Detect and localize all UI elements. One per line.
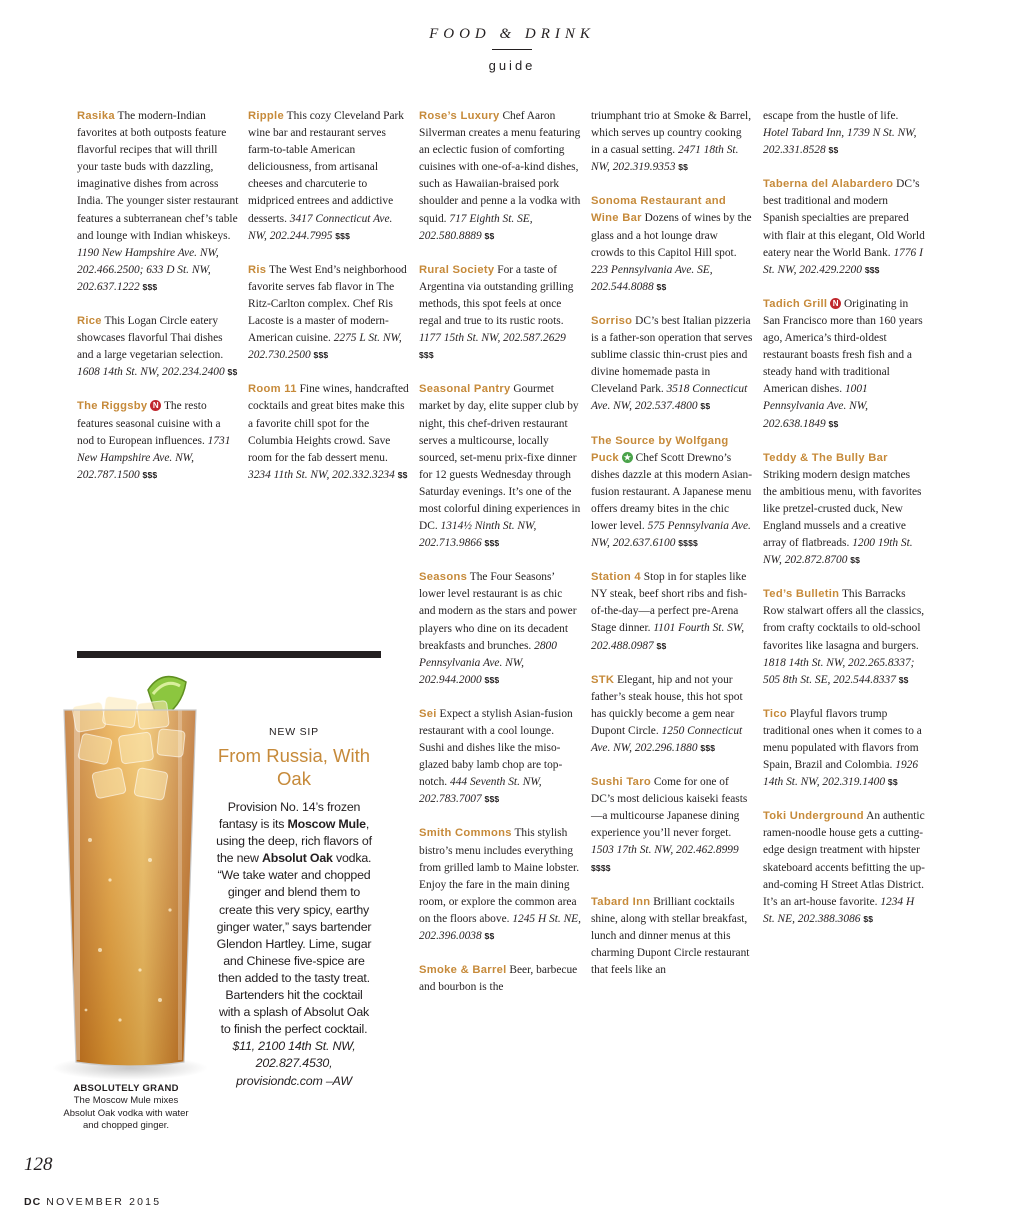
restaurant-description: Gourmet market by day, elite supper club by night, this chef-driven restaurant serves a multicourse, locally sourced, set-menu prix-fixe dinner for 12 guests Wednesday through Saturday evenings. It’s one of the most colorful dining experiences in DC. [419,383,581,533]
restaurant-description: Chef Scott Drewno’s dishes dazzle at this modern Asian-fusion restaurant. A Japanese menu offers dreamy bites in the chic lower level. [591,451,753,532]
price-rating: $$$ [484,538,500,549]
price-rating: $$$$ [678,538,698,549]
section-title: FOOD & DRINK [429,26,595,42]
restaurant-name: Tabard Inn [591,895,651,908]
price-rating: $$$ [700,743,716,753]
restaurant-listing [763,586,925,689]
restaurant-name: Seasons [419,571,468,584]
restaurant-address: 1608 14th St. NW, 202.234.2400 [77,366,225,379]
section-header [0,26,1024,73]
restaurant-listing [591,672,753,757]
restaurant-address: 223 Pennsylvania Ave. SE, 202.544.8088 [591,263,713,293]
restaurant-listing [591,193,753,296]
restaurant-listing [419,569,581,689]
restaurant-listing [77,398,239,483]
restaurant-address: 575 Pennsylvania Ave. NW, 202.637.6100 [591,519,751,550]
restaurant-description: This stylish bistro’s menu includes everything from grilled lamb to Maine lobster. Enjoy the fare in the main dining room, or explore the common area on the floors above. [419,827,580,925]
vodka-name: Absolut Oak [261,851,333,866]
restaurant-description: This Logan Circle eatery showcases flavorful Thai dishes and a large vegetarian selection. [77,315,224,362]
restaurant-address: 1234 H St. NE, 202.388.3086 [763,895,915,925]
restaurant-address: 1314½ Ninth St. NW, 202.713.9866 [419,520,537,550]
cocktail-photo [50,670,210,1085]
price-rating: $$ [863,913,874,924]
restaurant-description: The resto features seasonal cuisine with a nod to European influences. [77,400,221,447]
restaurant-name: Sushi Taro [591,776,651,789]
restaurant-listing [763,296,925,433]
restaurant-name: Sorriso [591,314,633,327]
restaurant-name: Ris [248,263,267,276]
listing-column-1 [77,108,239,501]
price-rating: $$ [678,162,689,173]
restaurant-description: This Barracks Row stalwart offers all the classics, from crafty cocktails to old-school favorites like lasagna and burgers. [763,588,925,652]
restaurant-name: Tadich Grill [763,297,828,310]
new-badge-icon: N [150,400,161,411]
restaurant-name: Sonoma Restaurant and Wine Bar [591,195,726,225]
restaurant-name: Ted’s Bulletin [763,588,840,601]
body-text: , using the deep, rich flavors of the new [216,817,372,866]
restaurant-name: Tico [763,707,787,720]
restaurant-listing [419,381,581,552]
price-rating: $$ [484,230,495,241]
restaurant-name: Ripple [248,110,284,122]
restaurant-name: Smith Commons [419,827,512,840]
restaurant-address: 1503 17th St. NW, 202.462.8999 [591,844,739,857]
restaurant-address: 2471 18th St. NW, 202.319.9353 [591,144,739,174]
price-rating: $$$ [142,469,158,480]
restaurant-description: triumphant trio at Smoke & Barrel, which serves up country cooking in a casual setting. [591,110,752,157]
listing-column-4 [591,108,753,996]
restaurant-listing [77,313,239,381]
restaurant-listing [77,108,239,296]
page-footer [24,1196,161,1208]
restaurant-name: Smoke & Barrel [419,964,507,977]
restaurant-listing [763,706,925,791]
restaurant-description: An authentic ramen-noodle house gets a cutting-edge design treatment with hipster skateboard accents befitting the up-and-coming H Street Atlas District. It’s an art-house favorite. [763,810,925,908]
restaurant-name: Taberna del Alabardero [763,178,894,191]
body-text: vodka. “We take water and chopped ginger and blend them to create this very spicy, earthy ginger water,” says bartender Glendon Hartley. Lime, sugar and Chinese five-spice are then added to the tasty treat. Bartenders hit the cocktail with a splash of Absolut Oak to finish the perfect cocktail. [216,851,372,1037]
new-sip-feature [214,726,374,1090]
drink-name: Moscow Mule [287,817,366,832]
restaurant-description: This cozy Cleveland Park wine bar and restaurant serves farm-to-table American deliciousness, from artisanal cheeses and charcuterie to midpriced entrees and addictive desserts. [248,110,404,225]
price-rating: $$ [887,777,898,788]
restaurant-address: 1190 New Hampshire Ave. NW, 202.466.2500; 633 D St. NW, 202.637.1222 [77,246,219,293]
feature-body [214,799,374,1090]
feature-kicker: NEW SIP [269,726,319,738]
restaurant-address: 1250 Connecticut Ave. NW, 202.296.1880 [591,724,743,754]
restaurant-description: Chef Aaron Silverman creates a menu featuring an eclectic fusion of comforting cuisines with one-of-a-kind dishes, such as Hawaiian-braised pork shoulder and penne a la vodka with squid. [419,110,581,225]
restaurant-description: Elegant, hip and not your father’s steak house, this hot spot has quickly become a gem near Dupont Circle. [591,673,743,737]
sidebar-divider [77,651,381,658]
magazine-brand: DC [24,1196,42,1208]
restaurant-address: 2800 Pennsylvania Ave. NW, 202.944.2000 [419,639,557,686]
new-badge-icon: N [830,298,841,309]
restaurant-name: Rice [77,315,102,328]
star-badge-icon: ★ [623,452,631,462]
restaurant-description: DC’s best Italian pizzeria is a father-son operation that serves sublime classic thin-crust pies and divine homemade pasta in Cleveland Park. [591,314,753,396]
restaurant-listing [248,381,410,484]
feature-title: From Russia, With Oak [217,745,371,789]
restaurant-description: Striking modern design matches the ambitious menu, with favorites like pretzel-crusted duck, New England mussels and a creative array of flatbreads. [763,468,922,550]
header-divider [492,49,532,50]
restaurant-listing [763,808,925,928]
section-subtitle: guide [488,58,536,73]
restaurant-address: 1177 15th St. NW, 202.587.2629 [419,332,566,345]
price-rating: $$ [828,145,839,156]
restaurant-name: Toki Underground [763,810,864,823]
page-number: 128 [24,1154,53,1175]
restaurant-listing [419,962,581,996]
restaurant-listing [763,450,925,570]
restaurant-description: Dozens of wines by the glass and a hot lounge draw crowds to this Capitol Hill spot. [591,212,752,259]
restaurant-listing [419,262,581,365]
restaurant-listing [591,313,753,416]
photo-caption [60,1083,192,1132]
feature-address: $11, 2100 14th St. NW, 202.827.4530, provisiondc.com –AW [232,1039,356,1088]
restaurant-description: Beer, barbecue and bourbon is the [419,964,578,994]
price-rating: $$ [850,555,861,566]
restaurant-name: Rasika [77,110,115,122]
restaurant-description: Originating in San Francisco more than 160 years ago, America’s third-oldest restaurant boasts fresh fish and a steady hand with traditional American dishes. [763,297,923,396]
restaurant-listing [419,825,581,945]
restaurant-listing [591,894,753,979]
restaurant-address: 1200 19th St. NW, 202.872.8700 [763,537,913,567]
restaurant-description: Brilliant cocktails shine, along with stellar breakfast, lunch and dinner menus at this charming Dupont Circle restaurant that feels like an [591,895,750,977]
restaurant-address: 717 Eighth St. SE, 202.580.8889 [419,212,533,242]
restaurant-listing [591,108,753,176]
restaurant-address: 1731 New Hampshire Ave. NW, 202.787.1500 [77,434,231,481]
restaurant-address: 1818 14th St. NW, 202.265.8337; 505 8th St. SE, 202.544.8337 [763,656,915,686]
restaurant-listing [591,433,753,553]
restaurant-listing [248,108,410,245]
price-rating: $$ [898,674,909,685]
body-text: Provision No. 14’s frozen fantasy is its [218,800,361,832]
restaurant-name: The Source by Wolfgang Puck [591,434,729,464]
restaurant-address: 1926 14th St. NW, 202.319.1400 [763,759,919,789]
restaurant-description: The West End’s neighborhood favorite serves fab flavor in The Ritz-Carlton complex. Chef Ris Lacoste is a master of modern-American cuisine. [248,263,407,345]
restaurant-address: Hotel Tabard Inn, 1739 N St. NW, 202.331.8528 [763,127,917,157]
price-rating: $$$$ [591,862,611,873]
restaurant-listing [763,176,925,279]
price-rating: $$$ [142,281,158,292]
restaurant-name: STK [591,673,615,686]
price-rating: $$ [397,469,408,480]
price-rating: $$$ [335,230,351,241]
restaurant-name: Room 11 [248,383,297,396]
caption-heading: ABSOLUTELY GRAND [73,1083,179,1094]
listing-column-5 [763,108,925,945]
price-rating: $$$ [864,264,880,275]
restaurant-address: 1101 Fourth St. SW, 202.488.0987 [591,622,745,652]
price-rating: $$ [656,640,667,651]
restaurant-name: The Riggsby [77,400,148,413]
price-rating: $$ [227,367,238,378]
restaurant-description: Playful flavors trump traditional ones when it comes to a menu populated with flavors from Spain, Brazil and Colombia. [763,707,922,772]
restaurant-address: 1776 I St. NW, 202.429.2200 [763,246,923,276]
restaurant-address: 1001 Pennsylvania Ave. NW, 202.638.1849 [763,383,869,430]
listing-column-2 [248,108,410,501]
restaurant-address: 3234 11th St. NW, 202.332.3234 [248,468,395,481]
restaurant-listing [591,774,753,877]
restaurant-description: Come for one of DC’s most delicious kaiseki feasts—a multicourse Japanese dining experience you’ll never forget. [591,776,748,840]
price-rating: $$ [828,418,839,429]
restaurant-description: The Four Seasons’ lower level restaurant is as chic and modern as the stars and power players who dine on its decadent breakfasts and brunches. [419,571,577,652]
restaurant-description: Expect a stylish Asian-fusion restaurant with a cool lounge. Sushi and dishes like the miso-glazed baby lamb chop are top-notch. [419,707,573,789]
price-rating: $$$ [484,674,500,685]
issue-date: NOVEMBER 2015 [46,1196,162,1208]
price-rating: $$ [484,931,495,942]
price-rating: $$$ [419,350,434,361]
restaurant-name: Teddy & The Bully Bar [763,451,888,464]
restaurant-description: Fine wines, handcrafted cocktails and great bites make this a favorite chill spot for the Columbia Heights crowd. Save room for the fab dessert menu. [248,383,409,464]
restaurant-address: 1245 H St. NE, 202.396.0038 [419,912,581,943]
restaurant-listing [419,706,581,809]
restaurant-address: 3417 Connecticut Ave. NW, 202.244.7995 [248,212,393,242]
restaurant-listing [763,108,925,159]
restaurant-name: Rural Society [419,263,495,276]
restaurant-name: Sei [419,707,437,720]
restaurant-name: Station 4 [591,571,641,584]
restaurant-description: Stop in for staples like NY steak, beef short ribs and fish-of-the-day—a perfect pre-Arena Stage dinner. [591,571,748,635]
price-rating: $$$ [484,794,500,805]
price-rating: $$ [700,401,711,412]
restaurant-address: 3518 Connecticut Ave. NW, 202.537.4800 [591,383,748,413]
restaurant-listing [419,108,581,245]
restaurant-description: The modern-Indian favorites at both outposts feature flavorful recipes that will thrill your taste buds with dazzling, imaginative dishes from across India. The younger sister restaurant features a subterranean chef’s table and lounge with Indian whiskeys. [77,110,239,242]
listing-column-3 [419,108,581,1013]
restaurant-name: Rose’s Luxury [419,110,500,122]
restaurant-description: escape from the hustle of life. [763,110,899,122]
restaurant-address: 2275 L St. NW, 202.730.2500 [248,332,402,362]
restaurant-description: DC’s best traditional and modern Spanish specialties are prepared with flair at this elegant, Old World eatery near the World Bank. [763,178,925,259]
price-rating: $$$ [313,350,329,361]
restaurant-listing [591,569,753,654]
restaurant-name: Seasonal Pantry [419,383,511,396]
caption-text: The Moscow Mule mixes Absolut Oak vodka with water and chopped ginger. [63,1095,189,1131]
restaurant-address: 444 Seventh St. NW, 202.783.7007 [419,776,542,806]
price-rating: $$ [656,281,667,292]
restaurant-listing [248,262,410,365]
restaurant-description: For a taste of Argentina via outstanding grilling methods, this spot feels at once regal and true to its rustic roots. [419,263,574,328]
